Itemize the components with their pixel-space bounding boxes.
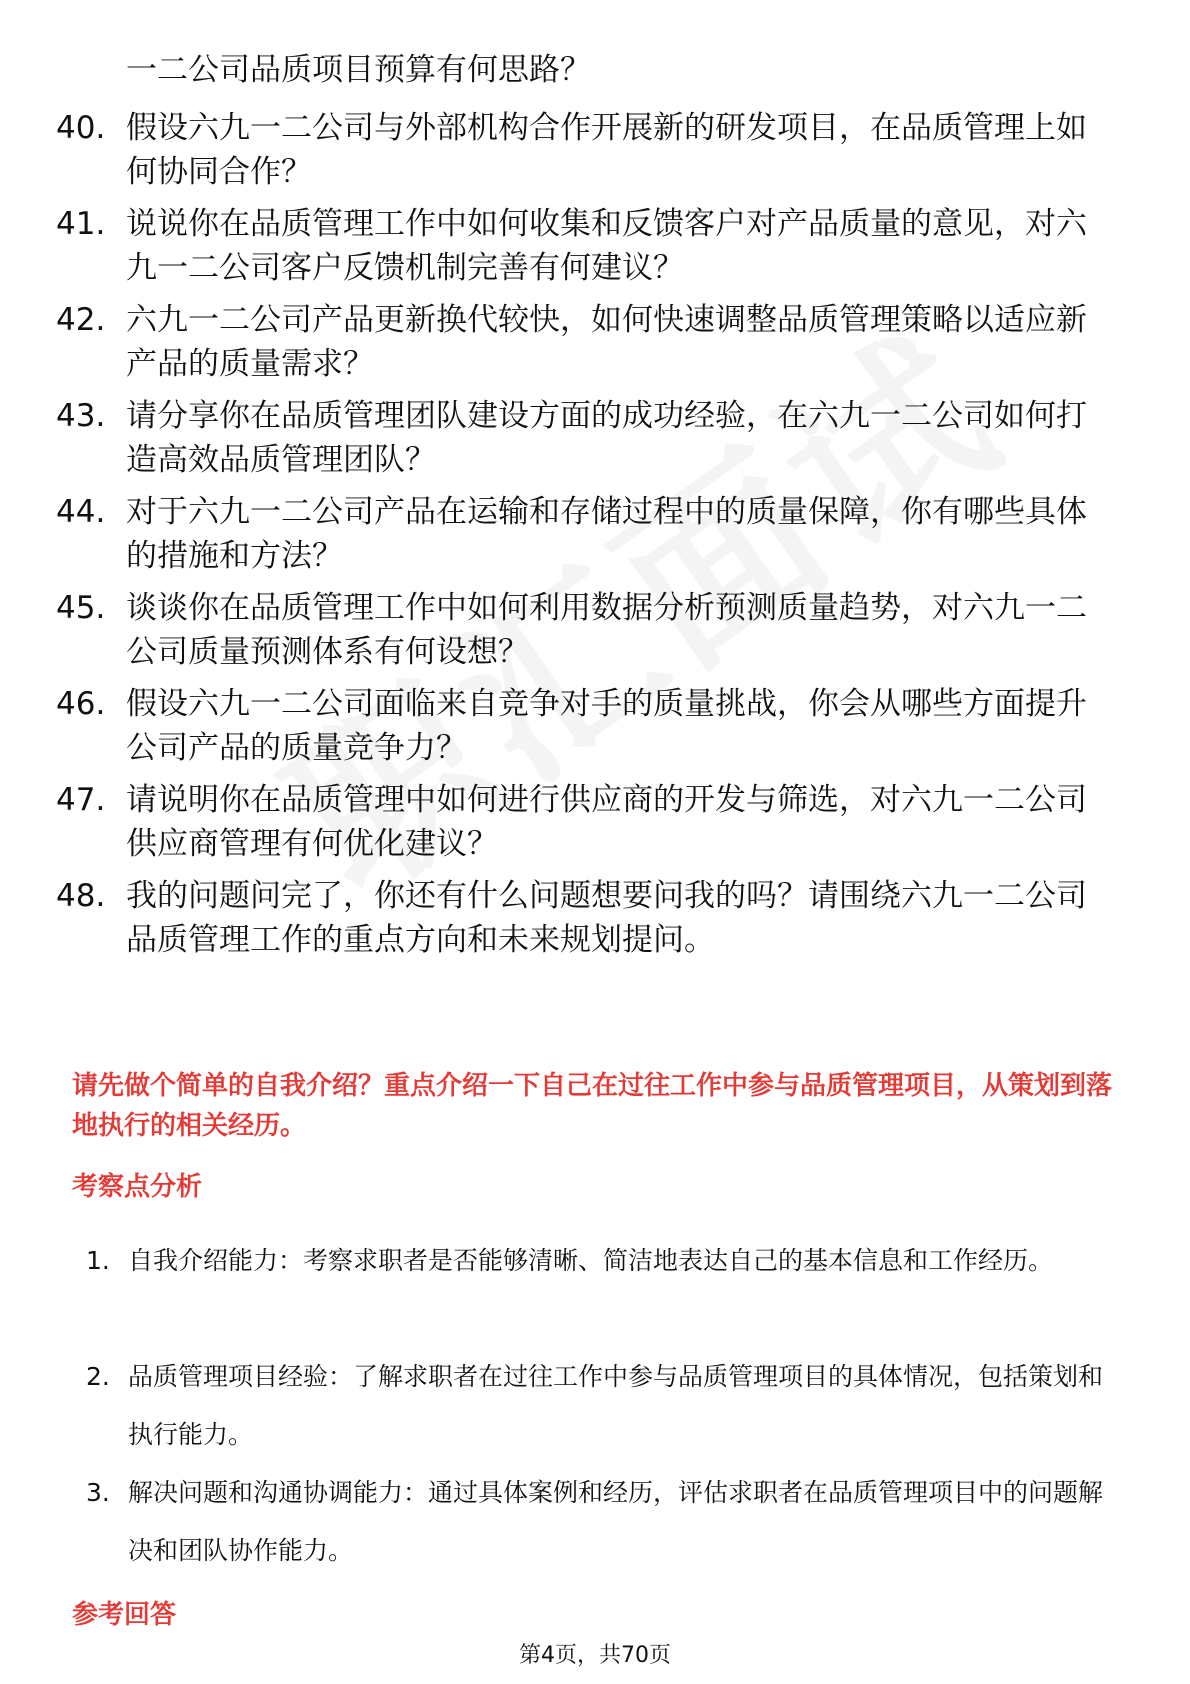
question-item <box>56 682 1116 770</box>
question-text: 请分享你在品质管理团队建设方面的成功经验，在六九一二公司如何打造高效品质管理团队？ <box>126 398 1087 478</box>
question-item <box>56 48 1116 92</box>
analysis-point-text: 品质管理项目经验：了解求职者在过往工作中参与品质管理项目的具体情况，包括策划和执行能力。 <box>128 1362 1104 1449</box>
analysis-point-text: 自我介绍能力：考察求职者是否能够清晰、简洁地表达自己的基本信息和工作经历。 <box>128 1246 1054 1275</box>
question-item <box>56 874 1116 962</box>
question-text: 请说明你在品质管理中如何进行供应商的开发与筛选，对六九一二公司供应商管理有何优化建议？ <box>126 782 1087 862</box>
question-text: 我的问题问完了，你还有什么问题想要问我的吗？请围绕六九一二公司品质管理工作的重点方向和未来规划提问。 <box>126 878 1087 958</box>
question-item <box>56 490 1116 578</box>
featured-question: 请先做个简单的自我介绍？重点介绍一下自己在过往工作中参与品质管理项目，从策划到落地执行的相关经历。 <box>72 1071 1113 1141</box>
question-text: 一二公司品质项目预算有何思路？ <box>126 52 591 88</box>
analysis-point-text: 解决问题和沟通协调能力：通过具体案例和经历，评估求职者在品质管理项目中的问题解决和团队协作能力。 <box>128 1478 1104 1565</box>
analysis-point-number: 2. <box>86 1362 110 1391</box>
question-item <box>56 586 1116 674</box>
question-text: 说说你在品质管理工作中如何收集和反馈客户对产品质量的意见，对六九一二公司客户反馈机制完善有何建议？ <box>126 206 1087 286</box>
question-number: 40. <box>56 110 106 146</box>
question-number: 42. <box>56 302 106 338</box>
question-number: 41. <box>56 206 106 242</box>
question-item <box>56 394 1116 482</box>
question-text: 对于六九一二公司产品在运输和存储过程中的质量保障，你有哪些具体的措施和方法？ <box>126 494 1087 574</box>
analysis-point <box>86 1232 1126 1290</box>
question-item <box>56 298 1116 386</box>
question-number: 46. <box>56 686 106 722</box>
question-text: 假设六九一二公司面临来自竞争对手的质量挑战，你会从哪些方面提升公司产品的质量竞争力？ <box>126 686 1087 766</box>
question-number: 47. <box>56 782 106 818</box>
analysis-section-title: 考察点分析 <box>72 1172 203 1202</box>
analysis-point <box>86 1464 1126 1580</box>
page-number: 第4页，共70页 <box>519 1643 671 1668</box>
question-text: 谈谈你在品质管理工作中如何利用数据分析预测质量趋势，对六九一二公司质量预测体系有何设想？ <box>126 590 1087 670</box>
question-number: 48. <box>56 878 106 914</box>
analysis-point-number: 3. <box>86 1478 110 1507</box>
question-item <box>56 106 1116 194</box>
question-number: 45. <box>56 590 106 626</box>
question-item <box>56 202 1116 290</box>
question-number: 44. <box>56 494 106 530</box>
question-item <box>56 778 1116 866</box>
analysis-point <box>86 1348 1126 1464</box>
reference-answer-title: 参考回答 <box>72 1600 177 1630</box>
question-text: 六九一二公司产品更新换代较快，如何快速调整品质管理策略以适应新产品的质量需求？ <box>126 302 1087 382</box>
question-text: 假设六九一二公司与外部机构合作开展新的研发项目，在品质管理上如何协同合作？ <box>126 110 1087 190</box>
question-number: 43. <box>56 398 106 434</box>
analysis-point-number: 1. <box>86 1246 110 1275</box>
